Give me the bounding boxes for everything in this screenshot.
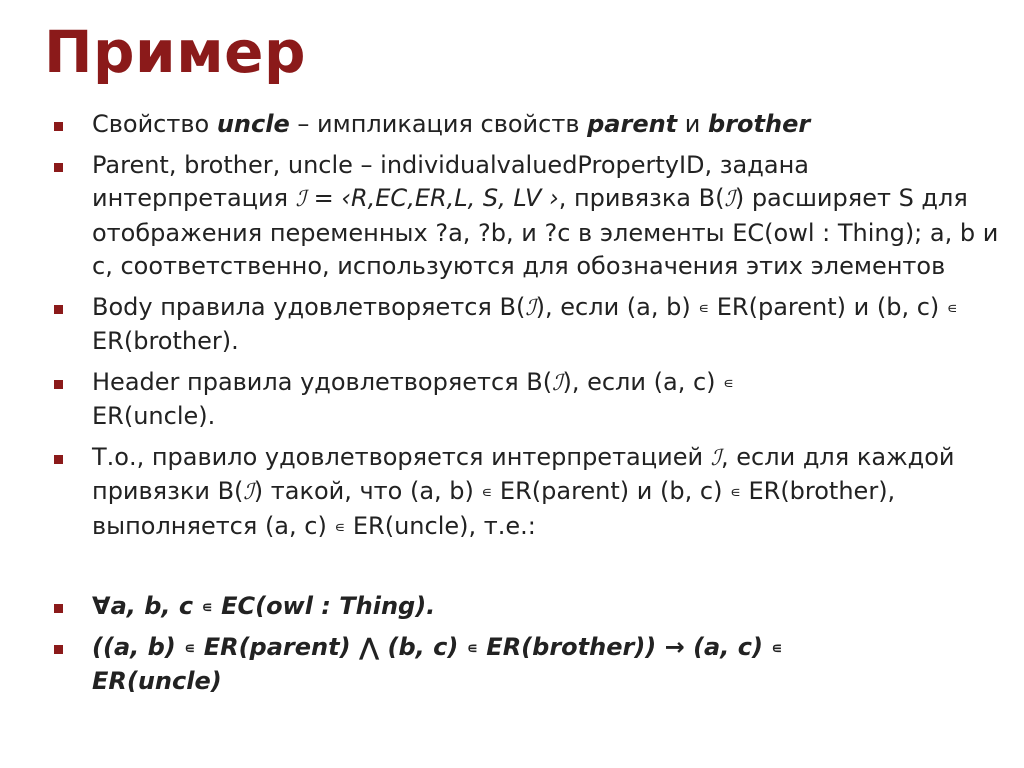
text-run: ER(parent) [195, 632, 359, 661]
text-run: ) такой, что (a, b) [253, 477, 482, 505]
interpretation-symbol: ℐ [710, 445, 722, 471]
text-run: a, b, c [110, 592, 202, 620]
bullet-item-6 [54, 590, 1004, 625]
interpretation-symbol: ℐ [295, 187, 306, 212]
bullet-item-4 [54, 366, 1004, 434]
text-run: ER(uncle), т.е.: [345, 511, 536, 540]
text-run: Parent, brother, uncle – individualvaluedPropertyID, задана интерпретация [92, 150, 809, 212]
element-of-symbol: ∊ [698, 298, 710, 317]
interpretation-symbol: ℐ [552, 370, 563, 396]
forall-symbol: ∀ [92, 592, 111, 620]
text-run: ER(brother), выполняется (a, c) [92, 477, 896, 540]
text-run: ), если (a, b) [535, 292, 699, 321]
text-run: EC(owl : Thing). [212, 592, 436, 620]
property-parent: parent [587, 110, 678, 138]
square-bullet-icon [54, 122, 63, 131]
logical-and-symbol: ⋀ [358, 632, 380, 661]
bullet-list [54, 108, 1004, 699]
text-run: Body правила удовлетворяется B( [92, 292, 526, 321]
text-run: , привязка B( [558, 184, 725, 212]
text-run: Свойство [92, 110, 217, 138]
text-run: – импликация свойств [289, 110, 588, 138]
text-run: ((a, b) [92, 632, 185, 661]
bullet-item-3 [54, 291, 1004, 359]
interpretation-symbol: ℐ [525, 295, 536, 321]
property-brother: brother [708, 110, 811, 138]
element-of-symbol: ∊ [201, 598, 213, 616]
text-run: ER(uncle). [92, 402, 216, 430]
element-of-symbol: ∊ [184, 638, 196, 657]
square-bullet-icon [54, 455, 63, 464]
bullet-item-5 [54, 441, 1004, 545]
text-run: ) расширяет S для отображения переменных ?a, ?b, и ?c в элементы EC(owl : Thing); a, b и c, соответственно, используются для обозначения этих элементов [92, 184, 999, 280]
element-of-symbol: ∊ [730, 483, 741, 501]
text-run: , если для каждой привязки B( [92, 442, 955, 505]
element-of-symbol: ∊ [771, 638, 783, 657]
bullet-item-2 [54, 149, 1004, 284]
text-run: ER(parent) и (b, c) [492, 477, 731, 505]
square-bullet-icon [54, 645, 63, 654]
bullet-item-7 [54, 631, 1004, 699]
slide-title: Пример [44, 18, 306, 86]
text-run: ER(brother)) → (a, c) [477, 632, 772, 661]
text-run: ER(uncle) [92, 667, 222, 695]
text-run: Header правила удовлетворяется B( [92, 367, 553, 396]
text-run: Т.о., правило удовлетворяется интерпретацией [92, 442, 711, 471]
interpretation-symbol: ℐ [724, 187, 735, 212]
property-uncle: uncle [216, 110, 290, 138]
text-run: (b, c) [379, 632, 467, 661]
square-bullet-icon [54, 604, 63, 613]
square-bullet-icon [54, 305, 63, 314]
element-of-symbol: ∊ [466, 638, 478, 657]
element-of-symbol: ∊ [946, 298, 958, 317]
square-bullet-icon [54, 163, 63, 172]
square-bullet-icon [54, 380, 63, 389]
text-run: и [677, 110, 709, 138]
element-of-symbol: ∊ [723, 373, 734, 392]
interpretation-symbol: ℐ [243, 480, 254, 505]
bullet-item-1 [54, 108, 1004, 142]
text-run: ), если (a, c) [562, 367, 724, 396]
interpretation-tuple: = ‹R,EC,ER,L, S, LV › [306, 184, 559, 212]
element-of-symbol: ∊ [334, 517, 346, 536]
element-of-symbol: ∊ [481, 483, 493, 501]
text-run: ER(brother). [92, 327, 239, 355]
text-run: ER(parent) и (b, c) [709, 292, 947, 321]
